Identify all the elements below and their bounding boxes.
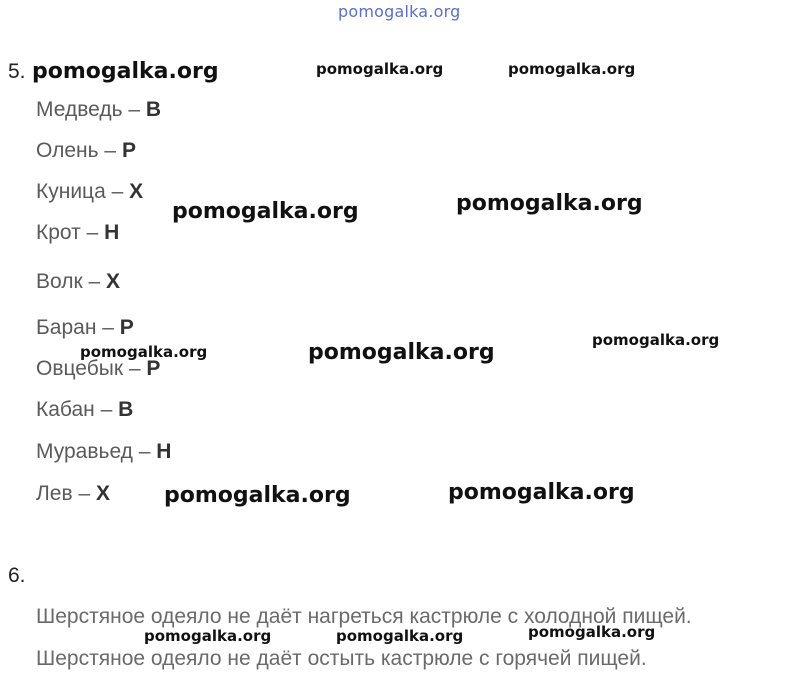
answer-code: В xyxy=(118,398,134,421)
answer-item-6: Овцебык – Р xyxy=(36,357,161,380)
answer-code: В xyxy=(145,98,162,121)
answer-code: Х xyxy=(95,482,110,505)
answer-item-8: Муравьед – Н xyxy=(36,440,172,463)
watermark: pomogalka.org xyxy=(80,343,208,361)
answer-code: Н xyxy=(156,440,172,463)
answer-item-7: Кабан – В xyxy=(36,398,134,421)
answer-code: Х xyxy=(129,180,144,203)
site-watermark-top: pomogalka.org xyxy=(338,2,461,21)
task-5-number: 5. xyxy=(8,60,26,83)
watermark: pomogalka.org xyxy=(144,627,272,645)
watermark: pomogalka.org xyxy=(528,623,656,641)
watermark: pomogalka.org xyxy=(172,199,359,224)
answer-item-3: Крот – Н xyxy=(36,221,120,244)
answer-item-1: Олень – Р xyxy=(36,139,136,162)
answer-code: Р xyxy=(146,357,161,380)
answer-item-4: Волк – Х xyxy=(36,270,121,293)
answer-code: Р xyxy=(121,139,136,162)
watermark-header: pomogalka.org xyxy=(32,59,219,84)
answer-code: Р xyxy=(119,316,134,339)
answer-item-2: Куница – Х xyxy=(36,180,144,203)
answer-item-5: Баран – Р xyxy=(36,316,134,339)
answer-code: Н xyxy=(104,221,120,244)
task-6-number: 6. xyxy=(8,564,26,587)
watermark: pomogalka.org xyxy=(456,191,643,216)
answer-item-0: Медведь – В xyxy=(36,98,162,121)
watermark: pomogalka.org xyxy=(164,483,351,508)
answer-line-0: Шерстяное одеяло не даёт нагреться кастрюле с холодной пищей. xyxy=(36,605,692,628)
answer-line-1: Шерстяное одеяло не даёт остыть кастрюле с горячей пищей. xyxy=(36,647,647,670)
watermark: pomogalka.org xyxy=(336,627,464,645)
watermark: pomogalka.org xyxy=(316,60,444,78)
watermark: pomogalka.org xyxy=(508,60,636,78)
answer-code: Х xyxy=(106,270,121,293)
watermark: pomogalka.org xyxy=(592,331,720,349)
watermark: pomogalka.org xyxy=(308,340,495,365)
answer-item-9: Лев – Х xyxy=(36,482,110,505)
watermark: pomogalka.org xyxy=(448,480,635,505)
